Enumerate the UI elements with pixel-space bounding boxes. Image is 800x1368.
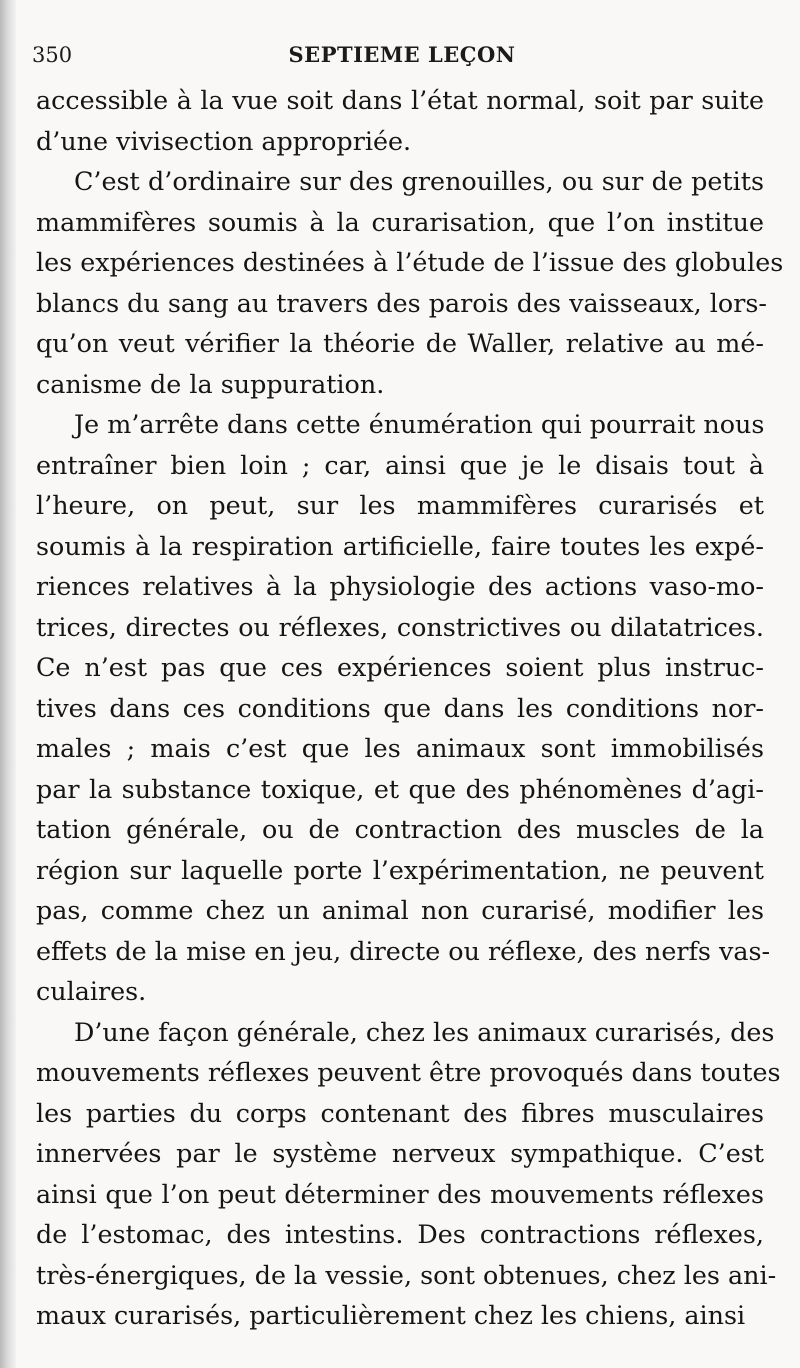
text-line: Je m’arrête dans cette énumération qui pourrait nous [74, 409, 765, 439]
paragraph [36, 80, 764, 161]
text-line: mammifères soumis à la curarisation, que l’on institue [36, 206, 764, 237]
text-line: pas, comme chez un animal non curarisé, modifier les [36, 895, 764, 925]
text-line: les expériences destinées à l’étude de l’issue des globules [36, 247, 784, 277]
text-line: entraîner bien loin ; car, ainsi que je le disais tout à [36, 449, 764, 480]
text-line: riences relatives à la physiologie des actions vaso-mo- [36, 571, 764, 601]
text-line: Ce n’est pas que ces expériences soient plus instruc- [36, 652, 764, 682]
body-text [36, 80, 784, 1336]
page-header [32, 40, 772, 70]
text-line: par la substance toxique, et que des phénomènes d’agi- [36, 773, 764, 804]
text-line: trices, directes ou réflexes, constrictives ou dilatatrices. [36, 611, 764, 642]
text-line: ainsi que l’on peut déterminer des mouvements réflexes [36, 1178, 764, 1209]
text-line: l’heure, on peut, sur les mammifères curarisés et [36, 490, 764, 520]
paragraph [36, 1012, 781, 1336]
text-line: C’est d’ordinaire sur des grenouilles, ou sur de petits [74, 166, 764, 196]
text-line: d’une vivisection appropriée. [36, 125, 412, 156]
text-line: effets de la mise en jeu, directe ou réflexe, des nerfs vas- [36, 935, 771, 966]
text-line: région sur laquelle porte l’expérimentation, ne peuvent [36, 854, 764, 885]
text-line: culaires. [36, 976, 147, 1006]
text-line: blancs du sang au travers des parois des vaisseaux, lors- [36, 287, 767, 318]
text-line: innervées par le système nerveux sympathique. C’est [36, 1138, 764, 1168]
text-line: maux curarisés, particulièrement chez les chiens, ainsi [36, 1300, 746, 1330]
text-line: tation générale, ou de contraction des muscles de la [36, 814, 764, 844]
text-line: accessible à la vue soit dans l’état normal, soit par suite [36, 85, 764, 115]
text-line: très-énergiques, de la vessie, sont obtenues, chez les ani- [36, 1259, 777, 1290]
text-line: canisme de la suppuration. [36, 368, 385, 399]
text-line: D’une façon générale, chez les animaux curarisés, des [74, 1016, 775, 1047]
paragraph [36, 161, 784, 404]
page-number: 350 [32, 43, 73, 67]
text-line: de l’estomac, des intestins. Des contractions réflexes, [36, 1219, 764, 1249]
page-edge-shadow [0, 0, 16, 1368]
text-line: tives dans ces conditions que dans les conditions nor- [36, 692, 764, 723]
text-line: mouvements réflexes peuvent être provoqués dans toutes [36, 1057, 781, 1087]
running-title: SEPTIEME LEÇON [288, 42, 516, 67]
text-line: les parties du corps contenant des fibres musculaires [36, 1097, 764, 1128]
text-line: qu’on veut vérifier la théorie de Waller, relative au mé- [36, 328, 764, 358]
text-line: soumis à la respiration artificielle, faire toutes les expé- [36, 530, 764, 561]
paragraph [36, 404, 771, 1012]
text-line: males ; mais c’est que les animaux sont immobilisés [36, 733, 764, 763]
